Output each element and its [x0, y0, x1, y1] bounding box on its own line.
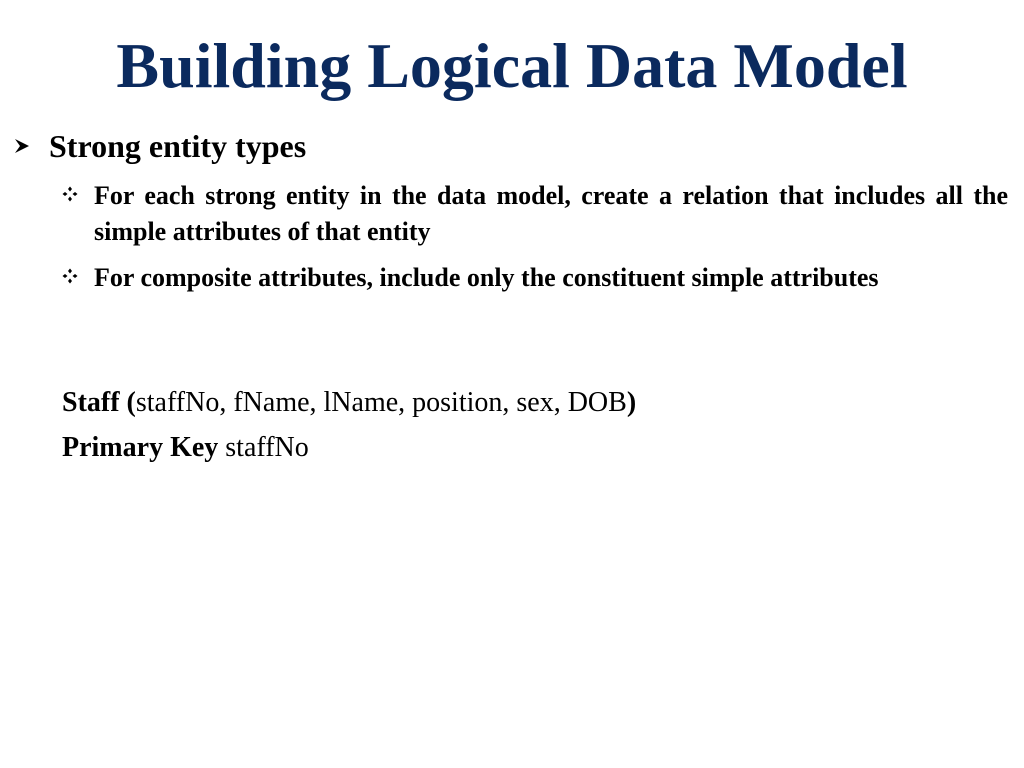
sub-bullet-item	[62, 178, 1008, 250]
slide-title: Building Logical Data Model	[116, 30, 908, 101]
relation-schema	[62, 385, 636, 421]
primary-key-label: Primary Key	[62, 432, 219, 463]
arrowhead-bullet-icon	[12, 136, 32, 156]
section-heading: Strong entity types	[49, 128, 307, 164]
primary-key-line	[62, 430, 309, 466]
sub-bullet-item	[62, 260, 1008, 296]
sub-bullet-text: For each strong entity in the data model, create a relation that includes all the simple attributes of that entity	[94, 181, 1008, 246]
sub-bullet-list	[62, 178, 1008, 306]
relation-attributes: staffNo, fName, lName, position, sex, DOB	[135, 387, 627, 418]
open-paren: (	[126, 387, 136, 418]
sub-bullet-text: For composite attributes, include only the constituent simple attributes	[94, 263, 879, 292]
close-paren: )	[626, 387, 637, 418]
relation-name: Staff	[62, 387, 120, 418]
diamond-bullet-icon	[62, 268, 78, 284]
diamond-bullet-icon	[62, 186, 78, 202]
primary-key-value: staffNo	[225, 432, 309, 463]
